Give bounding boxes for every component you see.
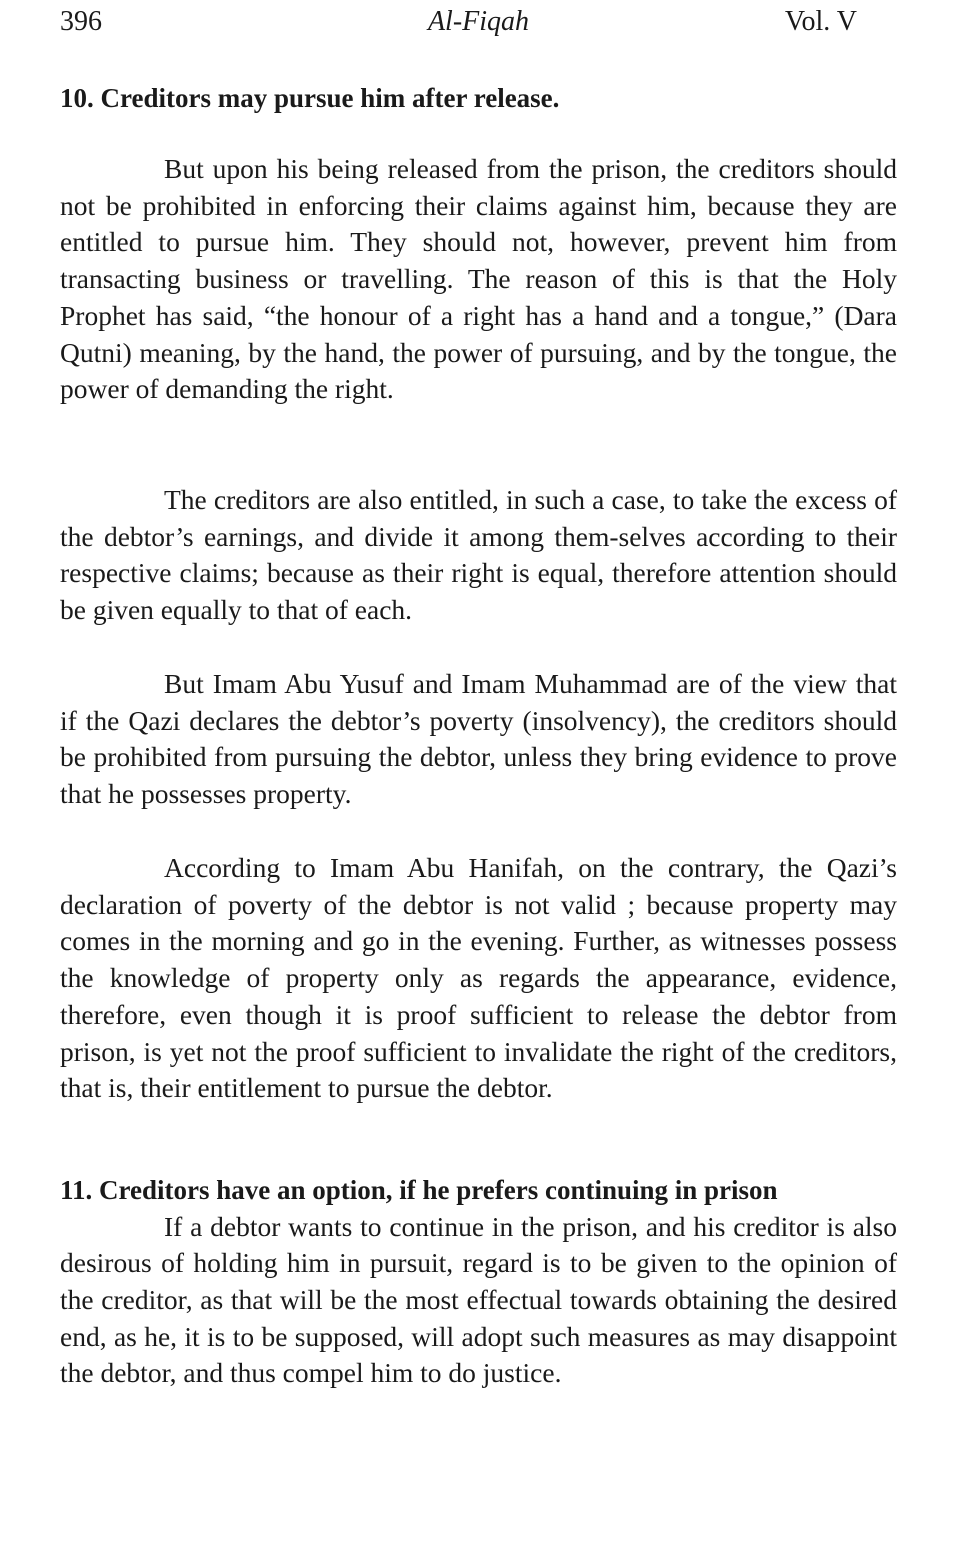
- section-11-block: [60, 1172, 897, 1392]
- body-paragraph: But upon his being released from the prison, the creditors should not be prohibited in enforcing their claims against him, because they are entitled to pursue him. They should not, however, prevent him from transacting business or travelling. The reason of this is that the Holy Prophet has said, “the honour of a right has a hand and a tongue,” (Dara Qutni) meaning, by the hand, the power of pursuing, and by the tongue, the power of demanding the right.: [60, 153, 897, 405]
- paragraph-block: [60, 666, 897, 813]
- running-header: [60, 4, 897, 44]
- paragraph-block: [60, 482, 897, 629]
- section-heading: 10. Creditors may pursue him after release.: [60, 83, 560, 113]
- book-page: [60, 0, 897, 1554]
- book-title: Al-Fiqah: [427, 6, 530, 37]
- volume-label: Vol. V: [784, 6, 857, 37]
- section-heading: 11. Creditors have an option, if he prefers continuing in prison: [60, 1175, 778, 1205]
- body-paragraph: According to Imam Abu Hanifah, on the contrary, the Qazi’s declaration of poverty of the debtor is not valid ; because property may comes in the morning and go in the evening. Further, as witnesses possess the knowledge of property only as regards the appearance, evidence, therefore, even though it is proof sufficient to release the debtor from prison, is yet not the proof sufficient to invalidate the right of the creditors, that is, their entitlement to pursue the debtor.: [60, 852, 897, 1104]
- body-paragraph: But Imam Abu Yusuf and Imam Muhammad are of the view that if the Qazi declares the debtor’s poverty (insolvency), the creditors should be prohibited from pursuing the debtor, unless they bring evidence to prove that he possesses property.: [60, 668, 897, 810]
- paragraph-block: [60, 151, 897, 408]
- page-number: 396: [60, 6, 102, 37]
- section-10-heading-block: [60, 80, 897, 117]
- paragraph-block: [60, 850, 897, 1107]
- body-paragraph: The creditors are also entitled, in such a case, to take the excess of the debtor’s earnings, and divide it among them-selves according to their respective claims; because as their right is equal, therefore attention should be given equally to that of each.: [60, 484, 897, 626]
- body-paragraph: If a debtor wants to continue in the prison, and his creditor is also desirous of holding him in pursuit, regard is to be given to the opinion of the creditor, as that will be the most effectual towards obtaining the desired end, as he, it is to be supposed, will adopt such measures as may disappoint the debtor, and thus compel him to do justice.: [60, 1210, 897, 1389]
